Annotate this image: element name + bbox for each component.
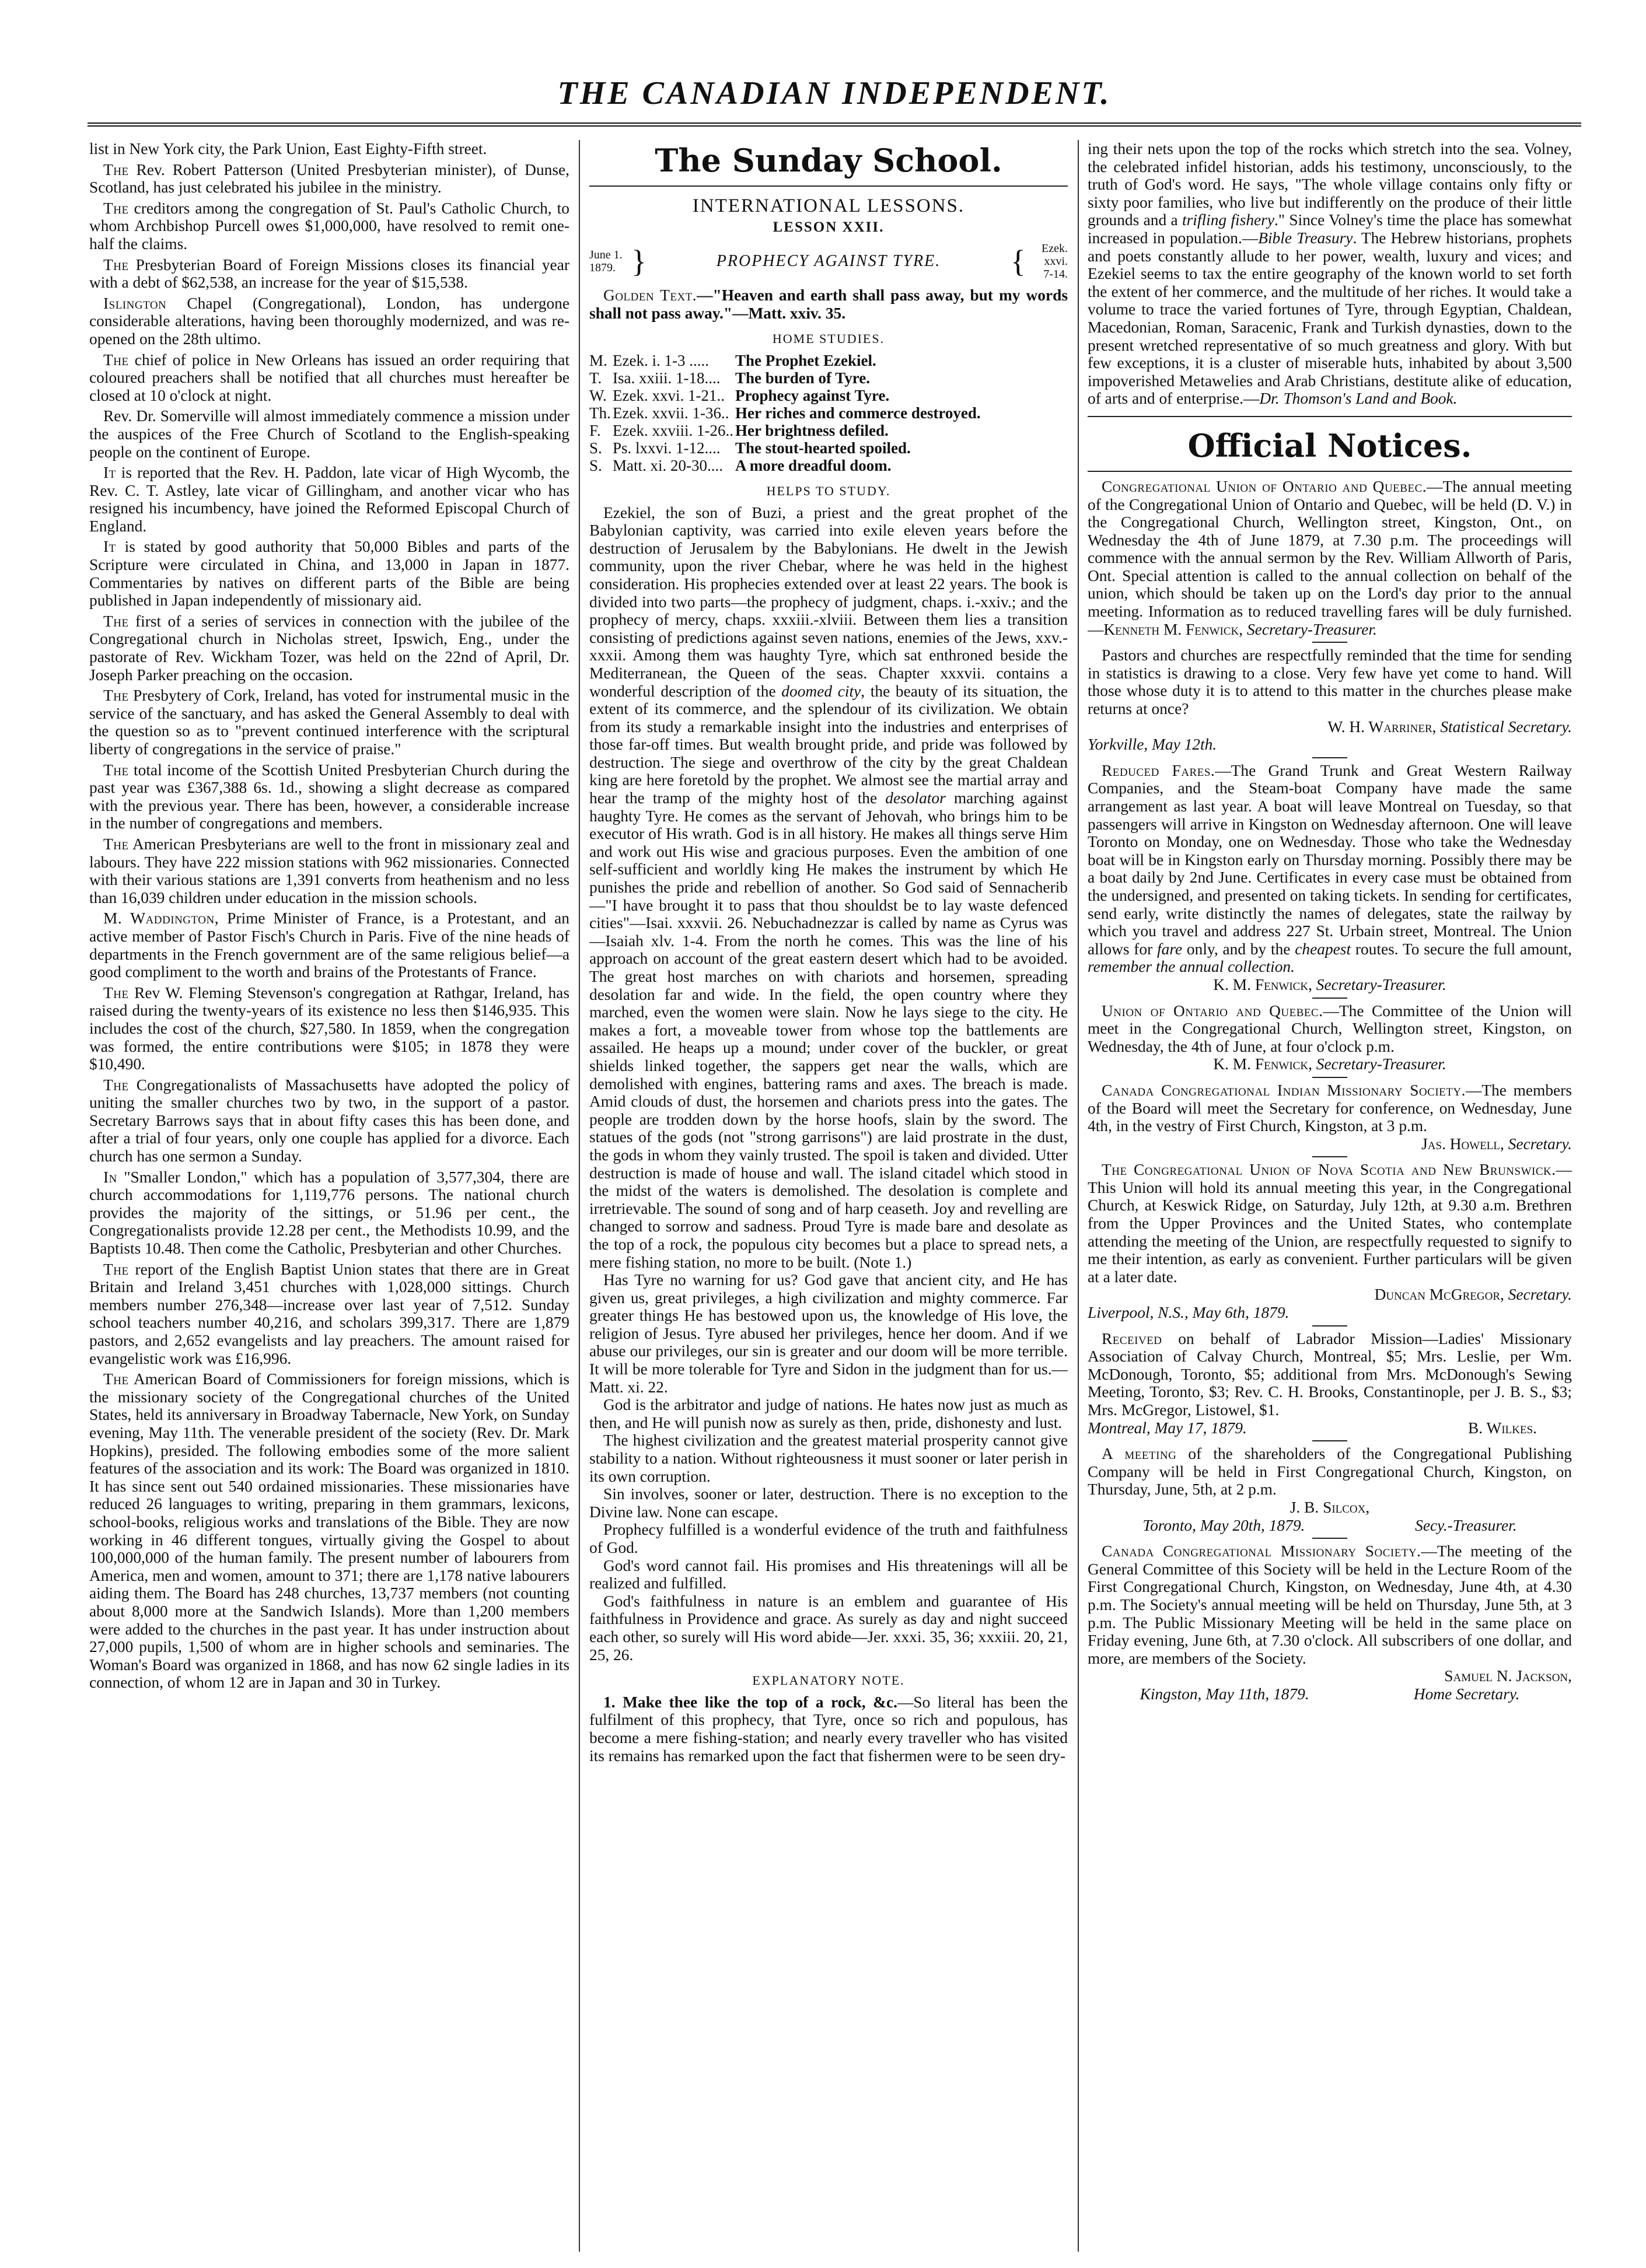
study-topic: The Prophet Ezekiel. bbox=[735, 351, 876, 369]
lesson-header bbox=[589, 242, 1068, 281]
news-item: It is reported that the Rev. H. Paddon, late vicar of High Wycomb, the Rev. C. T. Astley, late vicar of Gillingham, and another vicar who has resigned his incumbency, have joined the Reformed Episcopal Church of England. bbox=[89, 464, 569, 535]
helps-paragraph: The highest civilization and the greatest material prosperity cannot give stability to a nation. Without righteousness it must sooner or later perish in its own corruption. bbox=[589, 1432, 1068, 1485]
notice-signature: W. H. Warriner, Statistical Secretary. bbox=[1327, 718, 1572, 736]
helps-heading: HELPS TO STUDY. bbox=[766, 483, 891, 498]
study-reference: Isa. xxiii. 1-18.... bbox=[613, 369, 721, 387]
study-day: M. bbox=[589, 351, 607, 369]
brace-glyph: { bbox=[1011, 244, 1026, 279]
notice-place: Toronto, May 20th, 1879. Secy.-Treasurer. bbox=[1142, 1516, 1517, 1534]
news-item: The first of a series of services in connection with the jubilee of the Congregational church in Nicholas street, Ipswich, Eng., under the pastorate of Rev. Wickham Tozer, was held on the 22nd of April, Dr. Joseph Parker preaching on the occasion. bbox=[89, 612, 569, 684]
helps-paragraph: God is the arbitrator and judge of nations. He hates now just as much as then, and He will punish now as surely as then, pride, dishonesty and lust. bbox=[589, 1396, 1068, 1432]
study-topic: Her brightness defiled. bbox=[735, 421, 889, 439]
helps-paragraph: God's word cannot fail. His promises and His threatenings will all be realized and fulfilled. bbox=[589, 1556, 1068, 1592]
notice-signature: Duncan McGregor, Secretary. bbox=[1374, 1286, 1572, 1304]
news-item: Islington Chapel (Congregational), London, has undergone considerable alterations, having been thoroughly modernized, and was re-opened on the 28th ultimo. bbox=[89, 294, 569, 348]
section-title: The Sunday School. bbox=[655, 142, 1002, 179]
news-item: In "Smaller London," which has a population of 3,577,304, there are church accommodations for 1,119,776 persons. The national church provides the majority of the sittings, or 51.96 per cent., the Congregationalists provide 12.28 per cent., the Methodists 10.99, and the Baptists 10.48. Then come the Catholic, Presbyterian and other Churches. bbox=[89, 1168, 569, 1258]
notice-place: Liverpool, N.S., May 6th, 1879. bbox=[1088, 1304, 1289, 1322]
study-reference: Ezek. xxvi. 1-21.. bbox=[613, 386, 725, 404]
study-reference: Matt. xi. 20-30.... bbox=[613, 456, 723, 474]
column-rule bbox=[1078, 140, 1079, 2252]
news-item: The report of the English Baptist Union states that there are in Great Britain and Ireland 3,451 churches with 1,028,000 sittings. Church members number 276,348—increase over last year of 7,512. Sunday school teachers number 40,216, and scholars 399,317. There are 1,879 pastors, and 2,652 evangelists and lay preachers. The amount raised for evangelistic work was £16,996. bbox=[89, 1260, 569, 1367]
news-item: M. Waddington, Prime Minister of France, is a Protestant, and an active member of Pastor Fisch's Church in Paris. Five of the nine heads of departments in the French government are of the same religious belief—a good compliment to the worth and brains of the Protestants of France. bbox=[89, 909, 569, 981]
notice: The Congregational Union of Nova Scotia and New Brunswick.—This Union will hold its annual meeting this year, in the Congregational Church, at Keswick Ridge, on Saturday, July 12th, at 9.30 a.m. Brethren from the Upper Provinces and the United States, who contemplate attending the meeting of the Union, are respectfully requested to signify to me their intention, as early as convenient. Further particulars will be given at a later date. bbox=[1088, 1161, 1572, 1286]
divider bbox=[589, 186, 1068, 187]
news-item: The creditors among the congregation of St. Paul's Catholic Church, to whom Archbishop Purcell owes $1,000,000, have resolved to remit one-half the claims. bbox=[89, 199, 569, 253]
notice: Canada Congregational Indian Missionary Society.—The members of the Board will meet the Secretary for conference, on Wednesday, June 4th, in the vestry of First Church, Kingston, at 3 p.m. bbox=[1088, 1081, 1572, 1135]
helps-paragraph: Ezekiel, the son of Buzi, a priest and the great prophet of the Babylonian captivity, was carried into exile eleven years before the destruction of Jerusalem by the Babylonians. He dwelt in the Jewish community, upon the river Chebar, where he was held in the highest consideration. His prophecies extended over at least 22 years. The book is divided into two parts—the prophecy of judgment, chaps. i.-xxiv.; and the prophecy of mercy, chaps. xxxiii.-xlviii. Between them lies a transition consisting of predictions against seven nations, enemies of the Jews, xxv.-xxxii. Among them was haughty Tyre, which sat enthroned beside the Mediterranean, the Queen of the seas. Chapter xxxvii. contains a wonderful description of the doomed city, the beauty of its situation, the extent of its commerce, and the splendour of its civilization. We obtain from its study a remarkable insight into the industries and enterprises of those far-off times. But wealth brought pride, and pride was followed by destruction. The siege and overthrow of the city by the great Chaldean king are here foretold by the prophet. We almost see the martial array and hear the tramp of the mighty host of the desolator marching against haughty Tyre. He comes as the servant of Jehovah, who brings him to be executor of His wrath. God is in all history. He makes all things serve Him and work out His wise and gracious purposes. Even the ambition of one self-sufficient and worldly king He makes the instrument by which He punishes the pride and rebellion of another. So God said of Sennacherib—"I have brought it to pass that thou shouldst be to lay waste defenced cities"—Isai. xxxvii. 26. Nebuchadnezzar is called by name as Cyrus was—Isaiah xlv. 1-4. From the north he comes. This was the line of his approach on account of the great eastern desert which had to be avoided. The great host marches on with chariots and horsemen, spreading desolation far and wide. In the field, the open country where they marched, even the women were slain. Now he lays siege to the city. He makes a fort, a moveable tower from whose top the battlements are assailed. He heaps up a mound; under cover of the buckler, or great shields linked together, the sappers get near the walls, which are demolished with engines, battering rams and axes. The breach is made. Amid clouds of dust, the horsemen and chariots press into the gates. The people are trodden down by the horse hoofs, slain by the sword. The statues of the gods (not "strong garrisons") are laid prostrate in the dust, the gods in whom they vainly trusted. The spoil is taken and divided. Utter destruction is made of house and wall. The island citadel which stood in the midst of the waters is demolished. The desolation is complete and irretrievable. The sound of song and of harp ceaseth. Joy and revelling are changed to sorrow and sadness. Proud Tyre is made bare and desolate as the top of a rock, the populous city becomes but a place to spread nets, a mere fishing station, no more to be built. (Note 1.) bbox=[589, 503, 1068, 1271]
news-item: It is stated by good authority that 50,000 Bibles and parts of the Scripture were circulated in China, and 13,000 in Japan in 1877. Commentaries by natives on different parts of the Bible are being published in Japan independently of missionary aid. bbox=[89, 538, 569, 610]
divider bbox=[1312, 1325, 1347, 1326]
notice-place: Yorkville, May 12th. bbox=[1088, 736, 1217, 754]
news-item: The Rev. Robert Patterson (United Presbyterian minister), of Dunse, Scotland, has just celebrated his jubilee in the ministry. bbox=[89, 160, 569, 197]
section-title: Official Notices. bbox=[1187, 426, 1472, 464]
study-reference: Ezek. xxvii. 1-36.. bbox=[613, 404, 729, 422]
study-row bbox=[589, 404, 1068, 422]
explanatory-note: 1. Make thee like the top of a rock, &c.—So literal has been the fulfilment of this prophecy, that Tyre, once so rich and populous, has become a mere fishing-station; and nearly every traveller who has visited its remains has remarked upon the fact that fishermen were to be seen dry- bbox=[589, 1693, 1068, 1765]
news-item: The American Presbyterians are well to the front in missionary zeal and labours. They have 222 mission stations with 962 missionaries. Connected with their various stations are 1,391 converts from heathenism and no less than 16,039 children under education in the mission schools. bbox=[89, 835, 569, 907]
study-reference: Ps. lxxvi. 1-12.... bbox=[613, 439, 721, 457]
brace-glyph: } bbox=[631, 244, 646, 279]
notice-signature: K. M. Fenwick, Secretary-Treasurer. bbox=[1213, 975, 1446, 993]
study-topic: A more dreadful doom. bbox=[735, 456, 892, 474]
study-topic: The burden of Tyre. bbox=[735, 369, 871, 387]
study-topic: Her riches and commerce destroyed. bbox=[735, 404, 981, 422]
notice: Congregational Union of Ontario and Quebec.—The annual meeting of the Congregational Union of Ontario and Quebec, will be held (D. V.) in the Congregational Church, Wellington street, Kingston, Ont., on Wednesday the 4th of June 1879, at 7.30 p.m. The proceedings will commence with the annual sermon by the Rev. William Allworth of Paris, Ont. Special attention is called to the annual collection on behalf of the union, which should be taken up on the Lord's day prior to the annual meeting. Information as to reduced travelling fares will be duly furnished. —Kenneth M. Fenwick, Secretary-Treasurer. bbox=[1088, 477, 1572, 638]
masthead: THE CANADIAN INDEPENDENT. bbox=[557, 75, 1112, 111]
divider bbox=[1312, 1077, 1347, 1078]
notice-signature: Jas. Howell, Secretary. bbox=[1421, 1135, 1572, 1153]
divider bbox=[1312, 642, 1347, 643]
lesson-date: June 1. 1879. bbox=[589, 249, 623, 275]
sunday-school-column bbox=[589, 140, 1068, 2252]
news-item: The total income of the Scottish United Presbyterian Church during the past year was £367,388 6s. 1d., showing a slight decrease as compared with the previous year. There has been, however, a considerable increase in the number of congregations and members. bbox=[89, 761, 569, 832]
lesson-title: PROPHECY AGAINST TYRE. bbox=[716, 251, 941, 270]
golden-text: Golden Text.—"Heaven and earth shall pass away, but my words shall not pass away."—Matt. xxiv. 35. bbox=[589, 286, 1068, 322]
notices-column bbox=[1088, 140, 1572, 2252]
news-item: The Rev W. Fleming Stevenson's congregation at Rathgar, Ireland, has raised during the twenty-years of its existence no less then $146,935. This includes the cost of the church, $27,580. In 1859, when the congregation was formed, the entire contributions were $105; in 1878 they were $10,490. bbox=[89, 984, 569, 1073]
helps-paragraph: Has Tyre no warning for us? God gave that ancient city, and He has given us, great privileges, a high civilization and mighty commerce. Far greater things He has bestowed upon us, the knowledge of His love, the religion of Jesus. Tyre abused her privileges, hence her doom. And if we abuse our privileges, our sin is greater and our doom will be more terrible. It will be more tolerable for Tyre and Sidon in the judgment than for us.—Matt. xi. 22. bbox=[589, 1271, 1068, 1396]
study-topic: The stout-hearted spoiled. bbox=[735, 439, 911, 457]
helps-paragraph: God's faithfulness in nature is an emblem and guarantee of His faithfulness in Providence and grace. As surely as day and night succeed each other, so surely will His word abide—Jer. xxxi. 35, 36; xxxiii. 20, 21, 25, 26. bbox=[589, 1592, 1068, 1664]
notice: Union of Ontario and Quebec.—The Committee of the Union will meet in the Congregational Church, Wellington street, Kingston, on Wednesday, the 4th of June, at four o'clock p.m. bbox=[1088, 1002, 1572, 1055]
study-day: T. bbox=[589, 369, 602, 387]
continued-text: ing their nets upon the top of the rocks which stretch into the sea. Volney, the celebrated infidel historian, adds his testimony, unconsciously, to the truth of God's word. He says, "The whole village contains only fifty or sixty poor families, who live but indifferently on the produce of their little grounds and a trifling fishery." Since Volney's time the place has somewhat increased in population.—Bible Treasury. The Hebrew historians, prophets and poets constantly allude to her power, wealth, luxury and vices; and Ezekiel seems to tax the entire geography of the known world to set forth the extent of her commerce, and the multitude of her riches. It would take a volume to trace the varied fortunes of Tyre, through Egyptian, Chaldean, Macedonian, Roman, Saracenic, Frank and Turkish dynasties, down to the present wretched representative of so much greatness and glory. With but few exceptions, it is a cluster of miserable huts, inhabited by about 3,500 impoverished Metawelies and Arab Christians, destitute alike of education, of arts and of enterprise.—Dr. Thomson's Land and Book. bbox=[1088, 140, 1572, 408]
study-day: F. bbox=[589, 421, 601, 439]
news-item: list in New York city, the Park Union, East Eighty-Fifth street. bbox=[89, 140, 487, 158]
study-row bbox=[589, 387, 1068, 404]
lesson-reference: Ezek. xxvi. 7-14. bbox=[1042, 242, 1068, 281]
study-reference: Ezek. xxviii. 1-26.. bbox=[613, 421, 733, 439]
news-item: The American Board of Commissioners for foreign missions, which is the missionary society of the Congregational churches of the United States, held its anniversary in Broadway Tabernacle, New York, on Sunday evening, May 11th. The venerable president of the society (Rev. Dr. Mark Hopkins), presided. The following embodies some of the more salient features of the association and its work: The Board was organized in 1810. It has since sent out 540 ordained missionaries. These missionaries have reduced 26 languages to writing, preparing in them grammars, lexicons, school-books, religious works and translations of the Bible. They are now working in 46 different tongues, virtually giving the Gospel to about 100,000,000 of the human family. The present number of labourers from America, men and women, amount to 371; there are 1,178 native labourers aiding them. The Board has 248 churches, 13,737 members (not counting about 8,000 more at the Sandwich Islands). More than 1,200 members were added to the churches in the past year. It has under instruction about 27,000 pupils, 1,500 of whom are in higher schools and seminaries. The Woman's Board was organized in 1868, and has now 62 single ladies in its connection, of whom 12 are in Japan and 30 in Turkey. bbox=[89, 1370, 569, 1692]
divider bbox=[1088, 416, 1572, 417]
news-item: Rev. Dr. Somerville will almost immediately commence a mission under the auspices of the Free Church of Scotland to the English-speaking people on the continent of Europe. bbox=[89, 407, 569, 461]
divider bbox=[1088, 471, 1572, 472]
news-item: The Presbytery of Cork, Ireland, has voted for instrumental music in the service of the sanctuary, and has asked the General Assembly to deal with the question so as to "prevent continued interference with the scriptural liberty of congregations in the service of praise." bbox=[89, 687, 569, 758]
notice-signature: K. M. Fenwick, Secretary-Treasurer. bbox=[1213, 1055, 1446, 1073]
notice: Pastors and churches are respectfully reminded that the time for sending in statistics is drawing to a close. Very few have yet come to hand. Will those whose duty it is to attend to this matter in the churches please make returns at once? bbox=[1088, 646, 1572, 718]
news-item: The Congregationalists of Massachusetts have adopted the policy of uniting the smaller churches two by two, in the support of a pastor. Secretary Barrows says that in about fifty cases this has been done, and after a trial of four years, only one couple has applied for a divorce. Each church has one sermon a Sunday. bbox=[89, 1076, 569, 1166]
notice: Reduced Fares.—The Grand Trunk and Great Western Railway Companies, and the Steam-boat Company have made the same arrangement as last year. A boat will leave Montreal on Tuesday, so that passengers will arrive in Kingston on Wednesday afternoon. One will leave Toronto on Monday, one on Wednesday. Those who take the Wednesday boat will be in Kingston early on Thursday morning. Possibly there may be a boat daily by 2nd June. Certificates in every case must be obtained from the undersigned, and presented on taking tickets. In sending for certificates, send early, write distinctly the names of delegates, state the railway by which you travel and address 227 St. Urbain street, Montreal. The Union allows for fare only, and by the cheapest routes. To secure the full amount, remember the annual collection. bbox=[1088, 761, 1572, 976]
divider bbox=[1312, 1538, 1347, 1539]
helps-paragraph: Sin involves, sooner or later, destruction. There is no exception to the Divine law. None can escape. bbox=[589, 1485, 1068, 1521]
home-studies-table bbox=[589, 352, 1068, 474]
study-row bbox=[589, 439, 1068, 457]
study-day: Th. bbox=[589, 404, 611, 422]
news-column bbox=[89, 140, 569, 2252]
divider bbox=[1312, 1156, 1347, 1157]
news-item: The Presbyterian Board of Foreign Missions closes its financial year with a debt of $62,538, an increase for the year of $15,538. bbox=[89, 256, 569, 292]
divider bbox=[1312, 757, 1347, 758]
helps-paragraph: Prophecy fulfilled is a wonderful evidence of the truth and faithfulness of God. bbox=[589, 1521, 1068, 1556]
column-rule bbox=[579, 140, 580, 2252]
divider bbox=[1312, 1440, 1347, 1441]
study-row bbox=[589, 422, 1068, 439]
notice-place: Kingston, May 11th, 1879. Home Secretary. bbox=[1140, 1685, 1520, 1703]
study-row bbox=[589, 369, 1068, 387]
masthead-rule bbox=[88, 123, 1581, 127]
notice-signature: J. B. Silcox, bbox=[1289, 1498, 1370, 1516]
notice-signature: Montreal, May 17, 1879. B. Wilkes. bbox=[1088, 1419, 1537, 1437]
notice: Canada Congregational Missionary Society.—The meeting of the General Committee of this Society will be held in the Lecture Room of the First Congregational Church, Kingston, on Wednesday, June 4th, at 4.30 p.m. The Society's annual meeting will be held on Thursday, June 5th, at 3 p.m. The Public Missionary Meeting will be held in the same place on Friday evening, June 6th, at 7.30 o'clock. All subscribers of one dollar, and more, are members of the Society. bbox=[1088, 1542, 1572, 1667]
study-day: S. bbox=[589, 439, 602, 457]
home-studies-heading: HOME STUDIES. bbox=[772, 331, 885, 346]
explanatory-heading: EXPLANATORY NOTE. bbox=[752, 1673, 905, 1688]
notice: Received on behalf of Labrador Mission—Ladies' Missionary Association of Calvay Church, Montreal, $5; Mrs. Leslie, per Wm. McDonough, Toronto, $5; additional from Mrs. McDonough's Sewing Meeting, Toronto, $3; Rev. C. H. Brooks, Constantinople, per J. B. S., $3; Mrs. McGregor, Listowel, $1. bbox=[1088, 1329, 1572, 1419]
study-row bbox=[589, 352, 1068, 369]
divider bbox=[1312, 998, 1347, 999]
study-topic: Prophecy against Tyre. bbox=[735, 386, 890, 404]
notice: A meeting of the shareholders of the Congregational Publishing Company will be held in First Congregational Church, Kingston, on Thursday, June, 5th, at 2 p.m. bbox=[1088, 1445, 1572, 1499]
notice-signature: Samuel N. Jackson, bbox=[1444, 1667, 1572, 1685]
study-row bbox=[589, 457, 1068, 474]
lessons-heading: INTERNATIONAL LESSONS. bbox=[692, 195, 965, 216]
study-day: S. bbox=[589, 456, 602, 474]
news-item: The chief of police in New Orleans has issued an order requiring that coloured preachers shall be notified that all churches must hereafter be closed at 10 o'clock at night. bbox=[89, 351, 569, 404]
study-day: W. bbox=[589, 386, 607, 404]
study-reference: Ezek. i. 1-3 ..... bbox=[613, 351, 709, 369]
lesson-number: LESSON XXII. bbox=[773, 219, 885, 235]
